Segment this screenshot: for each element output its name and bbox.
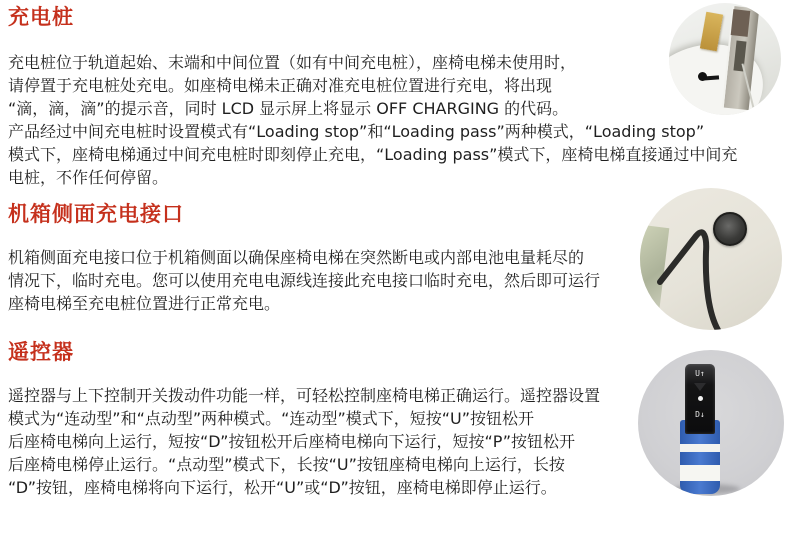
paragraph-line: 后座椅电梯停止运行。“点动型”模式下，长按“U”按钮座椅电梯向上运行，长按 bbox=[8, 455, 565, 474]
charging-cable bbox=[640, 188, 782, 330]
rail-top-section bbox=[731, 9, 751, 37]
photo-remote-control bbox=[638, 350, 784, 496]
cradle-white-band bbox=[680, 444, 720, 452]
remote-face bbox=[685, 364, 715, 434]
paragraph-line: 情况下，临时充电。您可以使用充电电源线连接此充电接口临时充电，然后即可运行 bbox=[8, 271, 601, 290]
paragraph-line: 座椅电梯至充电桩位置进行正常充电。 bbox=[8, 294, 281, 313]
paragraph-line: 充电桩位于轨道起始、末端和中间位置（如有中间充电桩），座椅电梯未使用时， bbox=[8, 53, 577, 72]
paragraph-line: “D”按钮，座椅电梯将向下运行，松开“U”或“D”按钮，座椅电梯即停止运行。 bbox=[8, 478, 557, 497]
heading-side-charge-port: 机箱侧面充电接口 bbox=[8, 202, 184, 226]
paragraph-line: 机箱侧面充电接口位于机箱侧面以确保座椅电梯在突然断电或内部电池电量耗尽的 bbox=[8, 248, 585, 267]
paragraph-line: 后座椅电梯向上运行，短按“D”按钮松开后座椅电梯向下运行，短按“P”按钮松开 bbox=[8, 432, 575, 451]
cradle-white-band bbox=[680, 465, 720, 481]
photo-charging-pile bbox=[669, 3, 781, 115]
cradle-blue-band bbox=[680, 452, 720, 465]
heading-remote-control: 遥控器 bbox=[8, 340, 74, 364]
paragraph-line: 模式下，座椅电梯通过中间充电桩时即刻停止充电，“Loading pass”模式下，座椅电梯直接通过中间充 bbox=[8, 145, 738, 164]
cradle-blue-band bbox=[680, 481, 720, 494]
paragraph-line: 遥控器与上下控制开关拨动件功能一样，可轻松控制座椅电梯正确运行。遥控器设置 bbox=[8, 386, 601, 405]
black-knob bbox=[698, 72, 707, 81]
photo-side-charge-port bbox=[640, 188, 782, 330]
paragraph-line: 请停置于充电桩处充电。如座椅电梯未正确对准充电桩位置进行充电，将出现 bbox=[8, 76, 553, 95]
paragraph-line: 电桩，不作任何停留。 bbox=[8, 168, 169, 187]
paragraph-line: 模式为“连动型”和“点动型”两种模式。“连动型”模式下，短按“U”按钮松开 bbox=[8, 409, 535, 428]
indicator-dot-icon bbox=[698, 396, 703, 401]
charge-port-icon bbox=[713, 212, 747, 246]
remote-down-button: D↓ bbox=[695, 410, 705, 419]
remote-body bbox=[680, 364, 720, 490]
paragraph-line: 产品经过中间充电桩时设置模式有“Loading stop”和“Loading pass”两种模式，“Loading stop” bbox=[8, 122, 705, 141]
triangle-glare-icon bbox=[694, 383, 706, 391]
remote-up-button: U↑ bbox=[695, 369, 705, 378]
heading-charging-pile: 充电桩 bbox=[8, 5, 74, 29]
paragraph-line: “滴，滴，滴”的提示音，同时 LCD 显示屏上将显示 OFF CHARGING 的代码。 bbox=[8, 99, 569, 118]
